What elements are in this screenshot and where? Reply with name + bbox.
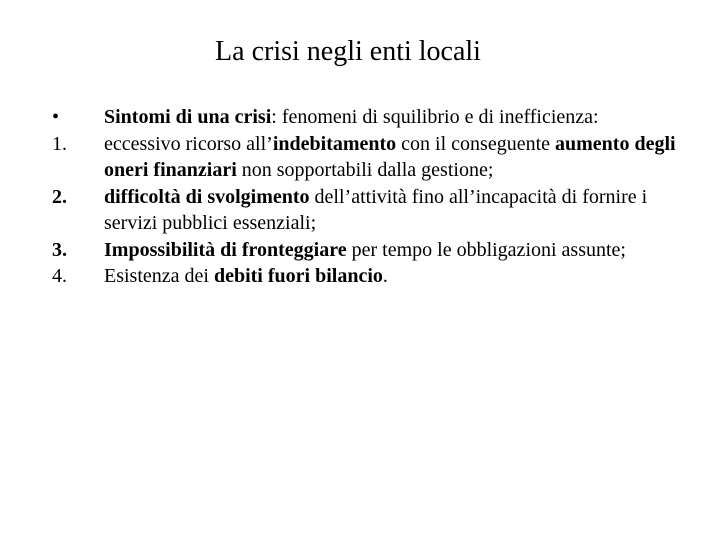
plain-text: Esistenza dei [104,265,214,287]
list-item-text [104,186,647,235]
list-item-text [104,265,388,287]
emphasis-text: indebitamento [272,132,397,155]
slide-title: La crisi negli enti locali [215,36,481,67]
emphasis-text: difficoltà di svolgimento [104,185,310,208]
list-item-text [104,133,676,182]
plain-text: eccessivo ricorso all’ [104,132,273,155]
plain-text: . [382,265,388,287]
plain-text: con il conseguente [396,132,556,155]
emphasis-text: Sintomi di una crisi [104,106,272,128]
list-item-1 [52,131,692,184]
plain-text: non sopportabili dalla gestione; [236,159,494,181]
plain-text: dell’attività fino all’incapacità di fornire i servizi pubblici essenziali; [104,185,648,234]
list-number: 3. [52,238,67,261]
list-item-4 [52,263,692,290]
list-item-2 [52,184,692,237]
emphasis-text: debiti fuori bilancio [213,265,383,287]
emphasis-text: Impossibilità di fronteggiare [104,238,347,261]
emphasis-text: aumento degli oneri finanziari [104,132,676,181]
list-item-symptoms [52,104,692,131]
plain-text: : fenomeni di squilibrio e di inefficienza: [271,106,599,128]
list-item-text [104,106,599,128]
list-number: 4. [52,265,67,287]
list-number: 2. [52,185,67,208]
bullet-list [52,104,692,290]
list-number: 1. [52,132,67,155]
plain-text: per tempo le obbligazioni assunte; [346,238,626,261]
list-item-3 [52,237,692,264]
bullet-marker: • [52,106,60,128]
list-item-text [104,239,626,261]
